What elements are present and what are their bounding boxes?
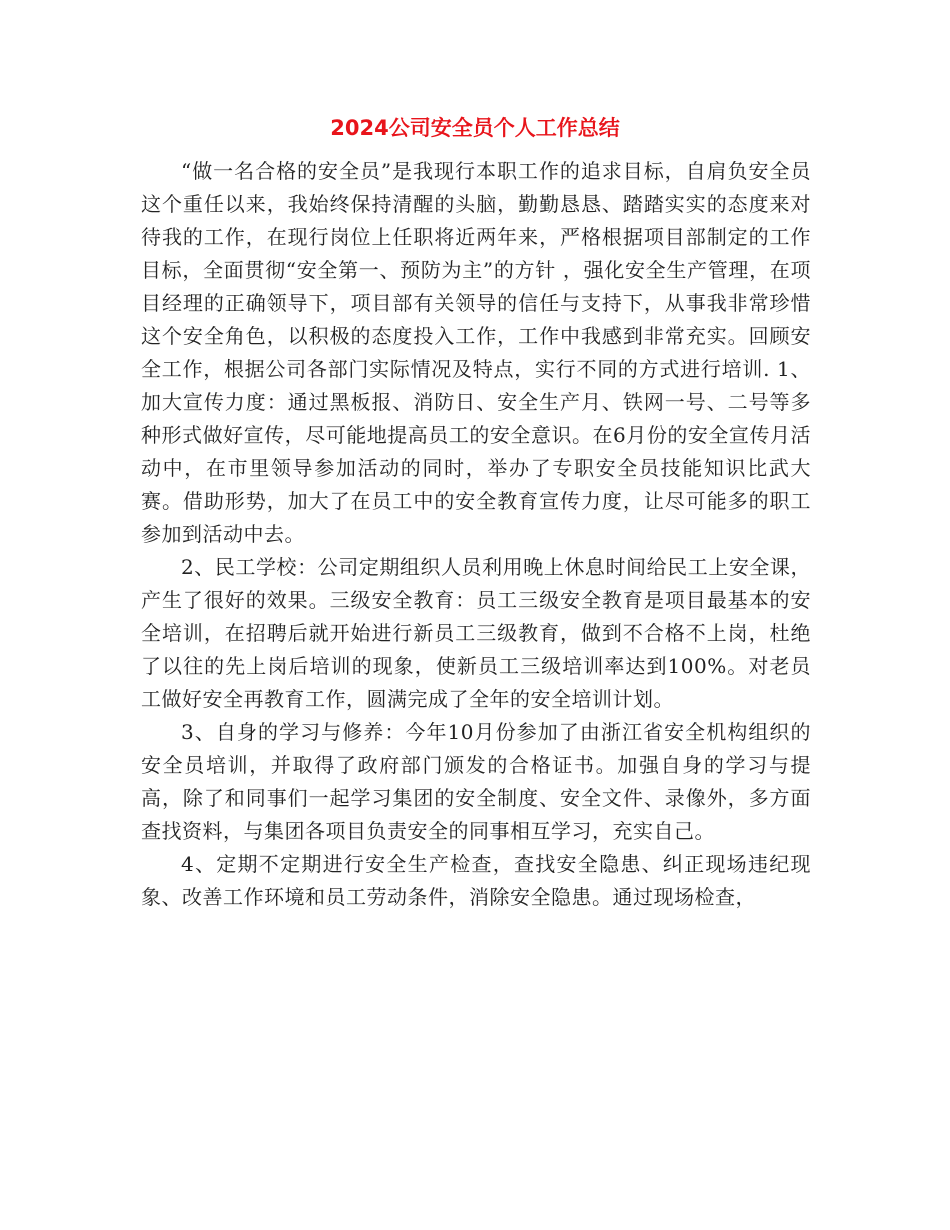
paragraph-4: 4、定期不定期进行安全生产检查，查找安全隐患、纠正现场违纪现象、改善工作环境和员工劳动条件，消除安全隐患。通过现场检查，	[141, 852, 811, 909]
document-title: 2024公司安全员个人工作总结	[330, 116, 620, 140]
paragraph-1: “做一名合格的安全员”是我现行本职工作的追求目标，自肩负安全员这个重任以来，我始终保持清醒的头脑，勤勤恳恳、踏踏实实的态度来对待我的工作，在现行岗位上任职将近两年来，严格根据项目部制定的工作目标，全面贯彻“安全第一、预防为主”的方针 ，强化安全生产管理，在项目经理的正确领导下，项目部有关领导的信任与支持下，从事我非常珍惜这个安全角色，以积极的态度投入工作，工作中我感到非常充实。回顾安全工作，根据公司各部门实际情况及特点，实行不同的方式进行培训. 1、加大宣传力度：通过黑板报、消防日、安全生产月、铁网一号、二号等多种形式做好宣传，尽可能地提高员工的安全意识。在6月份的安全宣传月活动中，在市里领导参加活动的同时，举办了专职安全员技能知识比武大赛。借助形势，加大了在员工中的安全教育宣传力度，让尽可能多的职工参加到活动中去。	[141, 159, 811, 546]
document-body	[141, 155, 811, 914]
paragraph-3: 3、自身的学习与修养：今年10月份参加了由浙江省安全机构组织的安全员培训，并取得了政府部门颁发的合格证书。加强自身的学习与提高，除了和同事们一起学习集团的安全制度、安全文件、录像外，多方面查找资料，与集团各项目负责安全的同事相互学习，充实自己。	[141, 720, 811, 843]
paragraph-2: 2、民工学校：公司定期组织人员利用晚上休息时间给民工上安全课，产生了很好的效果。三级安全教育：员工三级安全教育是项目最基本的安全培训，在招聘后就开始进行新员工三级教育，做到不合格不上岗，杜绝了以往的先上岗后培训的现象，使新员工三级培训率达到100%。对老员工做好安全再教育工作，圆满完成了全年的安全培训计划。	[141, 555, 811, 711]
